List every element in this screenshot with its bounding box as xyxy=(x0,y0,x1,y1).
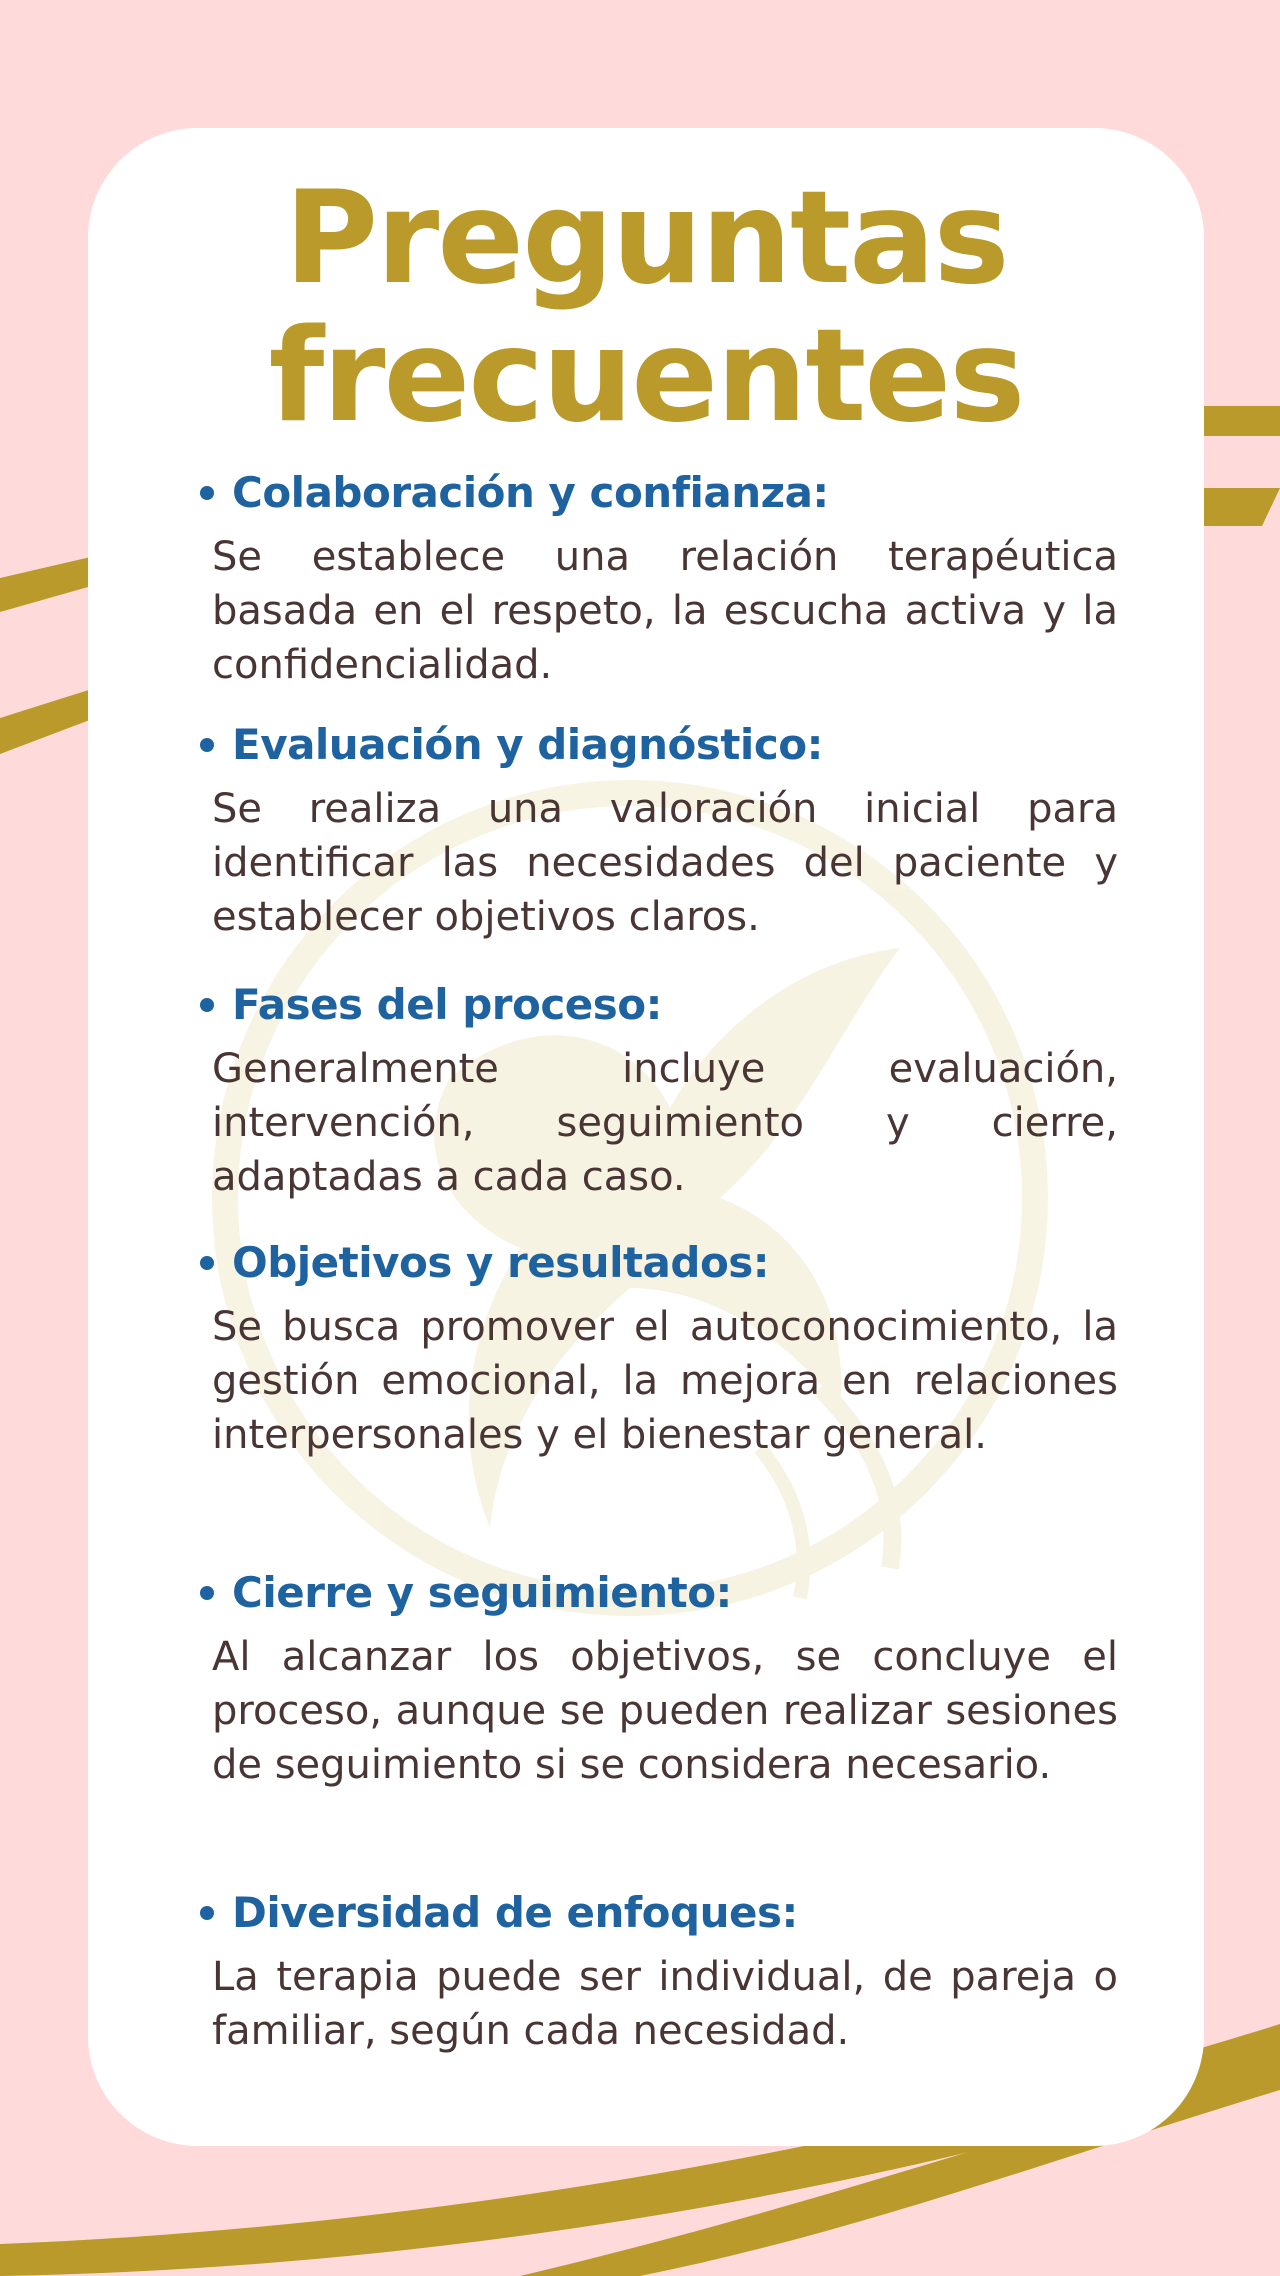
bullet-icon xyxy=(200,1586,214,1600)
faq-item-closure xyxy=(198,1566,1118,1792)
faq-heading-label: Fases del proceso: xyxy=(232,980,662,1029)
bullet-icon xyxy=(200,486,214,500)
page-title-line-1: Preguntas xyxy=(284,164,1008,313)
faq-heading-label: Cierre y seguimiento: xyxy=(232,1568,732,1617)
faq-heading xyxy=(198,466,1118,520)
faq-heading xyxy=(198,718,1118,772)
faq-card xyxy=(88,128,1204,2146)
faq-text: Se realiza una valoración inicial para identificar las necesidades del paciente y establecer objetivos claros. xyxy=(212,786,1118,940)
faq-item-collaboration xyxy=(198,466,1118,692)
bullet-icon xyxy=(200,1256,214,1270)
bullet-icon xyxy=(200,1906,214,1920)
faq-heading-label: Evaluación y diagnóstico: xyxy=(232,720,823,769)
left-stripe-lower xyxy=(0,688,95,754)
faq-text: Al alcanzar los objetivos, se concluye el proceso, aunque se pueden realizar sesiones de seguimiento si se considera necesario. xyxy=(212,1634,1118,1788)
faq-item-approaches xyxy=(198,1886,1118,2058)
bullet-icon xyxy=(200,738,214,752)
page-title xyxy=(88,164,1204,451)
faq-heading-label: Objetivos y resultados: xyxy=(232,1238,770,1287)
faq-item-objectives xyxy=(198,1236,1118,1462)
faq-heading-label: Diversidad de enfoques: xyxy=(232,1888,798,1937)
faq-text: La terapia puede ser individual, de pareja o familiar, según cada necesidad. xyxy=(212,1954,1118,2054)
faq-text: Se busca promover el autoconocimiento, la gestión emocional, la mejora en relaciones interpersonales y el bienestar general. xyxy=(212,1304,1118,1458)
faq-heading xyxy=(198,1566,1118,1620)
page-title-line-2: frecuentes xyxy=(268,302,1024,451)
faq-item-evaluation xyxy=(198,718,1118,944)
faq-heading xyxy=(198,1886,1118,1940)
faq-heading xyxy=(198,1236,1118,1290)
bullet-icon xyxy=(200,998,214,1012)
left-stripe-upper xyxy=(0,556,95,612)
faq-item-phases xyxy=(198,978,1118,1204)
faq-heading xyxy=(198,978,1118,1032)
faq-heading-label: Colaboración y confianza: xyxy=(232,468,829,517)
faq-text: Se establece una relación terapéutica basada en el respeto, la escucha activa y la confidencialidad. xyxy=(212,534,1118,688)
faq-text: Generalmente incluye evaluación, intervención, seguimiento y cierre, adaptadas a cada caso. xyxy=(212,1046,1118,1200)
